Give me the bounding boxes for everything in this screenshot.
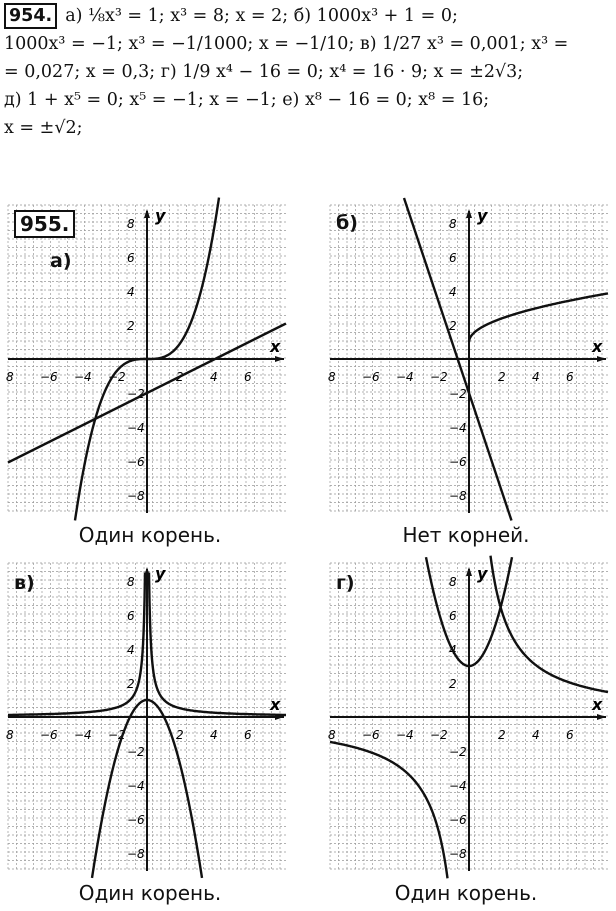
- x-tick-label: 4: [210, 728, 218, 742]
- y-axis-label: y: [477, 206, 488, 225]
- caption-a: Один корень.: [78, 523, 222, 547]
- x-tick-label: 4: [532, 728, 540, 742]
- y-tick-label: 2: [449, 677, 457, 691]
- y-axis-label: y: [155, 564, 166, 583]
- y-tick-label: −2: [127, 745, 145, 759]
- y-tick-label: −4: [127, 421, 145, 435]
- x-tick-label: −4: [396, 370, 414, 384]
- y-tick-label: −2: [449, 387, 467, 401]
- x-tick-label: 4: [532, 370, 540, 384]
- x-tick-label: 2: [176, 728, 184, 742]
- x-tick-label: −6: [40, 370, 58, 384]
- problem-number: 954.: [4, 3, 57, 29]
- y-tick-label: 2: [127, 677, 135, 691]
- y-tick-label: −6: [449, 455, 467, 469]
- problem-954: [4, 2, 609, 142]
- x-tick-label: −2: [108, 728, 126, 742]
- equation-text: = 0,027; x = 0,3; г) 1/9 x⁴ − 16 = 0; x⁴ = 16 · 9; x = ±2√3;: [4, 62, 524, 82]
- x-tick-label: 8: [6, 728, 14, 742]
- problem-954-line: [4, 86, 609, 114]
- x-tick-label: 2: [498, 728, 506, 742]
- y-axis-label: y: [477, 564, 488, 583]
- y-tick-label: 8: [449, 217, 457, 231]
- x-tick-label: −4: [74, 728, 92, 742]
- x-axis-label: x: [592, 337, 603, 356]
- y-tick-label: −4: [449, 421, 467, 435]
- x-tick-label: 8: [6, 370, 14, 384]
- y-tick-label: 6: [127, 609, 135, 623]
- x-tick-label: 6: [566, 370, 574, 384]
- caption-b: Нет корней.: [402, 523, 530, 547]
- x-tick-label: −2: [430, 728, 448, 742]
- problem-954-line: [4, 2, 609, 30]
- x-axis-arrow: [275, 356, 284, 362]
- x-tick-label: 6: [244, 728, 252, 742]
- x-axis-label: x: [592, 695, 603, 714]
- graph-d: [330, 563, 608, 871]
- x-tick-label: −6: [362, 370, 380, 384]
- problem-954-line: [4, 58, 609, 86]
- y-tick-label: −6: [449, 813, 467, 827]
- x-tick-label: −4: [396, 728, 414, 742]
- x-tick-label: 8: [328, 728, 336, 742]
- y-tick-label: 2: [127, 319, 135, 333]
- x-axis-arrow: [597, 356, 606, 362]
- caption-c: Один корень.: [78, 881, 222, 905]
- equation-text: д) 1 + x⁵ = 0; x⁵ = −1; x = −1; е) x⁸ − 16 = 0; x⁸ = 16;: [4, 90, 490, 110]
- y-axis-label: y: [155, 206, 166, 225]
- y-tick-label: 4: [127, 285, 135, 299]
- y-tick-label: −2: [449, 745, 467, 759]
- x-tick-label: 6: [244, 370, 252, 384]
- function-curve: [469, 293, 608, 342]
- x-axis-label: x: [270, 337, 281, 356]
- y-tick-label: −6: [127, 813, 145, 827]
- panel-label-a: а): [50, 250, 72, 272]
- y-tick-label: 4: [127, 643, 135, 657]
- x-tick-label: −6: [40, 728, 58, 742]
- y-tick-label: −4: [127, 779, 145, 793]
- x-axis-arrow: [597, 714, 606, 720]
- x-tick-label: −6: [362, 728, 380, 742]
- y-tick-label: −4: [449, 779, 467, 793]
- graph-c: [8, 563, 286, 871]
- y-tick-label: 6: [449, 609, 457, 623]
- x-tick-label: −4: [74, 370, 92, 384]
- x-tick-label: 6: [566, 728, 574, 742]
- problem-954-line: [4, 30, 609, 58]
- x-tick-label: 4: [210, 370, 218, 384]
- y-tick-label: 8: [449, 575, 457, 589]
- y-tick-label: 6: [127, 251, 135, 265]
- x-tick-label: 2: [498, 370, 506, 384]
- panel-label-d: г): [336, 572, 355, 594]
- equation-text: 1000x³ = −1; x³ = −1/1000; x = −1/10; в) 1/27 x³ = 0,001; x³ =: [4, 34, 569, 54]
- y-tick-label: 8: [127, 217, 135, 231]
- caption-d: Один корень.: [394, 881, 538, 905]
- y-tick-label: −8: [449, 847, 467, 861]
- y-tick-label: 8: [127, 575, 135, 589]
- panel-label-b: б): [336, 212, 358, 234]
- y-tick-label: −6: [127, 455, 145, 469]
- y-tick-label: −8: [449, 489, 467, 503]
- x-tick-label: 8: [328, 370, 336, 384]
- y-tick-label: −8: [127, 489, 145, 503]
- y-tick-label: 6: [449, 251, 457, 265]
- problem-954-line: [4, 114, 609, 142]
- graph-b: [330, 205, 608, 513]
- y-tick-label: 4: [449, 285, 457, 299]
- y-tick-label: 2: [449, 319, 457, 333]
- equation-text: а) ⅛x³ = 1; x³ = 8; x = 2; б) 1000x³ + 1 = 0;: [65, 6, 458, 26]
- x-tick-label: 2: [176, 370, 184, 384]
- y-tick-label: −8: [127, 847, 145, 861]
- equation-text: x = ±√2;: [4, 118, 83, 138]
- y-tick-label: −2: [127, 387, 145, 401]
- x-axis-label: x: [270, 695, 281, 714]
- x-tick-label: −2: [108, 370, 126, 384]
- panel-label-c: в): [14, 572, 35, 594]
- y-tick-label: 4: [449, 643, 457, 657]
- x-tick-label: −2: [430, 370, 448, 384]
- problem-number-955: 955.: [14, 210, 75, 238]
